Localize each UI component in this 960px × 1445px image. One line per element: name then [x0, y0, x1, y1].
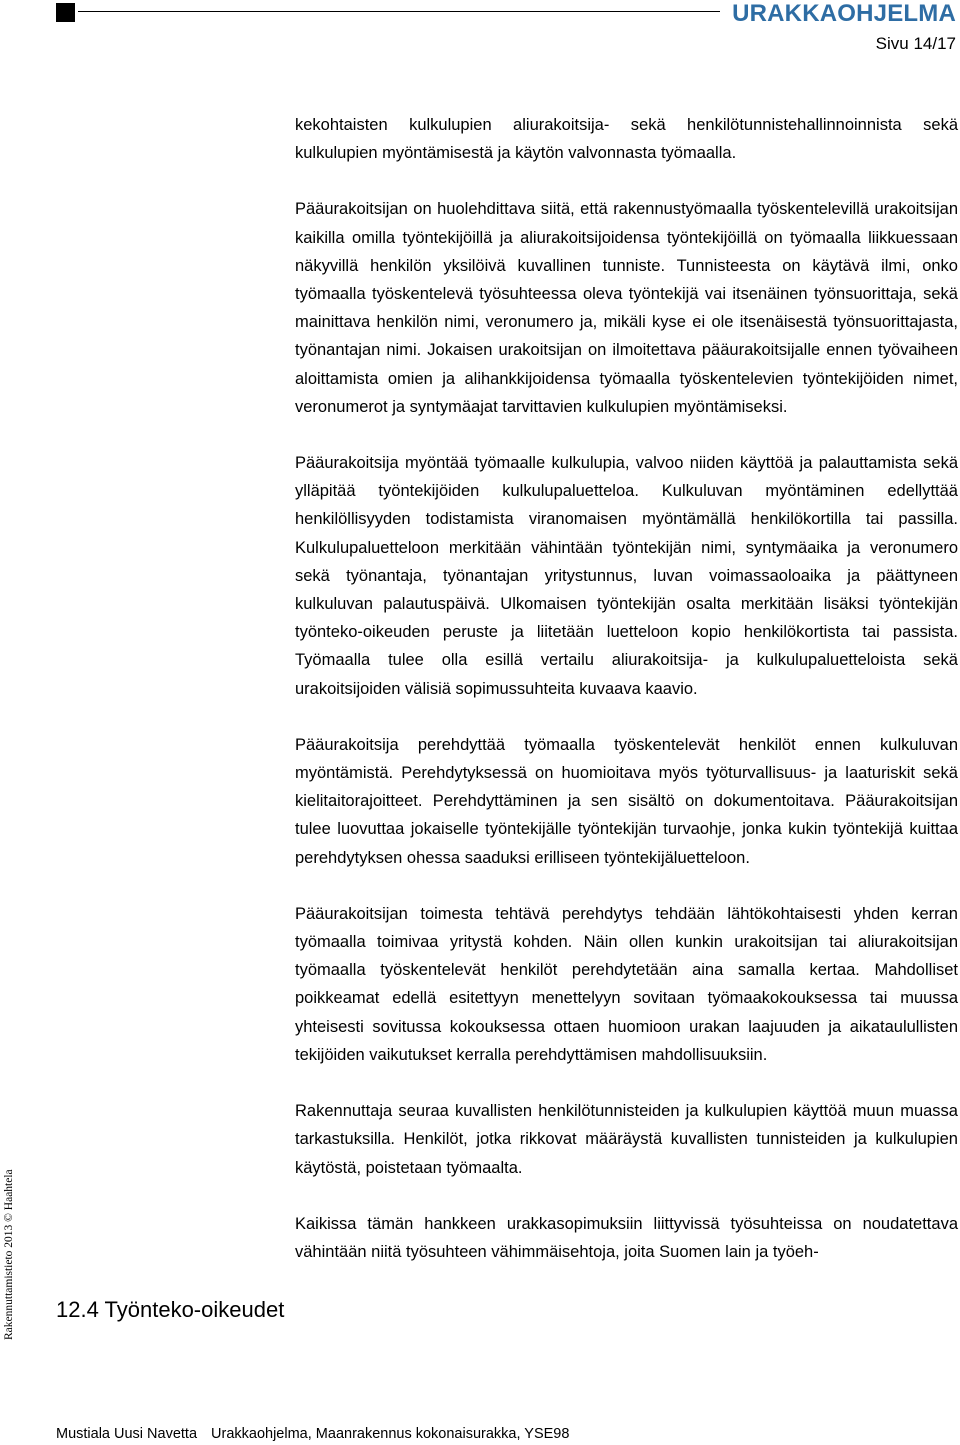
footer	[56, 1426, 569, 1442]
section-heading: 12.4 Työnteko-oikeudet	[56, 1297, 285, 1322]
paragraph-4: Pääurakoitsija perehdyttää työmaalla työskentelevät henkilöt ennen kulkuluvan myöntämistä. Perehdytyksessä on huomioitava myös työturvallisuus- ja laaturiskit sekä kielitaitorajoitteet. Perehdyttäminen ja sen sisältö on dokumentoitava. Pääurakoitsijan tulee luovuttaa jokaiselle työntekijälle työntekijän turvaohje, jonka kukin työntekijä kuittaa perehdytyksen ohessa saaduksi erilliseen työntekijäluetteloon.	[295, 735, 958, 867]
footer-document: Urakkaohjelma, Maanrakennus kokonaisurakka, YSE98	[211, 1426, 570, 1442]
header-rule	[78, 11, 720, 12]
paragraph-6: Rakennuttaja seuraa kuvallisten henkilötunnisteiden ja kulkulupien käyttöä muun muassa tarkastuksilla. Henkilöt, jotka rikkovat määräystä kuvallisten tunnisteiden ja kulkulupien käytöstä, poistetaan työmaalta.	[295, 1102, 958, 1177]
paragraph-3: Pääurakoitsija myöntää työmaalle kulkulupia, valvoo niiden käyttöä ja palauttamista sekä ylläpitää työntekijöiden kulkulupaluetteloa. Kulkuluvan myöntäminen edellyttää henkilöllisyyden todistamista viranomaisen myöntämällä henkilökortilla tai passilla. Kulkulupaluetteloon merkitään vähintään työntekijän nimi, syntymäaika ja veronumero sekä työnantaja, työnantajan yritystunnus, luvan voimassaoloaika ja päättyneen kulkuluvan palautuspäivä. Ulkomaisen työntekijän osalta merkitään lisäksi työntekijän työnteko-oikeuden peruste ja liitetään luetteloon kopio henkilökortista tai passista. Työmaalla tulee olla esillä vertailu aliurakoitsija- ja kulkulupaluetteloista sekä urakoitsijoiden välisiä sopimussuhteita kuvaava kaavio.	[295, 454, 958, 698]
vertical-copyright: Rakennuttamistieto 2013 © Haahtela	[3, 1169, 15, 1340]
page-number: Sivu 14/17	[875, 34, 956, 53]
paragraph-7: Kaikissa tämän hankkeen urakkasopimuksiin liittyvissä työsuhteissa on noudatettava vähintään niitä työsuhteen vähimmäisehtoja, joita Suomen lain ja työeh-	[295, 1214, 958, 1261]
paragraph-2: Pääurakoitsijan on huolehdittava siitä, että rakennustyömaalla työskentelevillä urakoitsijan kaikilla omilla työntekijöillä ja aliurakoitsijoidensa työntekijöillä on työmaalla liikkuessaan näkyvillä henkilön yksilöivä kuvallinen tunniste. Tunnisteesta on käytävä ilmi, onko työmaalla työskentelevä työsuhteessa oleva työntekijä vai itsenäinen työnsuorittaja, sekä mainittava henkilön nimi, veronumero ja, mikäli kyse ei ole itsenäisestä työnsuorittajasta, työnantajan nimi. Jokaisen urakoitsijan on ilmoitettava pääurakoitsijalle ennen työvaiheen aloittamista omien ja alihankkijoidensa työmaalla työskentelevien työntekijöiden nimet, veronumerot ja syntymäajat tarvittavien kulkulupien myöntämiseksi.	[295, 200, 958, 416]
body-text	[295, 111, 958, 1294]
footer-project: Mustiala Uusi Navetta	[56, 1426, 198, 1442]
header-marker-square	[56, 3, 75, 22]
document-title: URAKKAOHJELMA	[732, 0, 956, 27]
paragraph-5: Pääurakoitsijan toimesta tehtävä perehdytys tehdään lähtökohtaisesti yhden kerran työmaalla toimivaa yritystä kohden. Näin ollen kunkin urakoitsijan tai aliurakoitsijan työmaalla työskentelevät henkilöt perehdytetään aina samalla kertaa. Mahdolliset poikkeamat edellä esitettyyn menettelyyn sovitaan työmaakokouksessa tai muussa yhteisesti sovitussa kokouksessa ottaen huomioon urakan laajuuden ja aikataulullisten tekijöiden vaikutukset kerralla perehdyttämisen mahdollisuuksiin.	[295, 904, 958, 1064]
paragraph-1: kekohtaisten kulkulupien aliurakoitsija- sekä henkilötunnistehallinnoinnista sekä kulkulupien myöntämisestä ja käytön valvonnasta työmaalla.	[295, 116, 958, 163]
